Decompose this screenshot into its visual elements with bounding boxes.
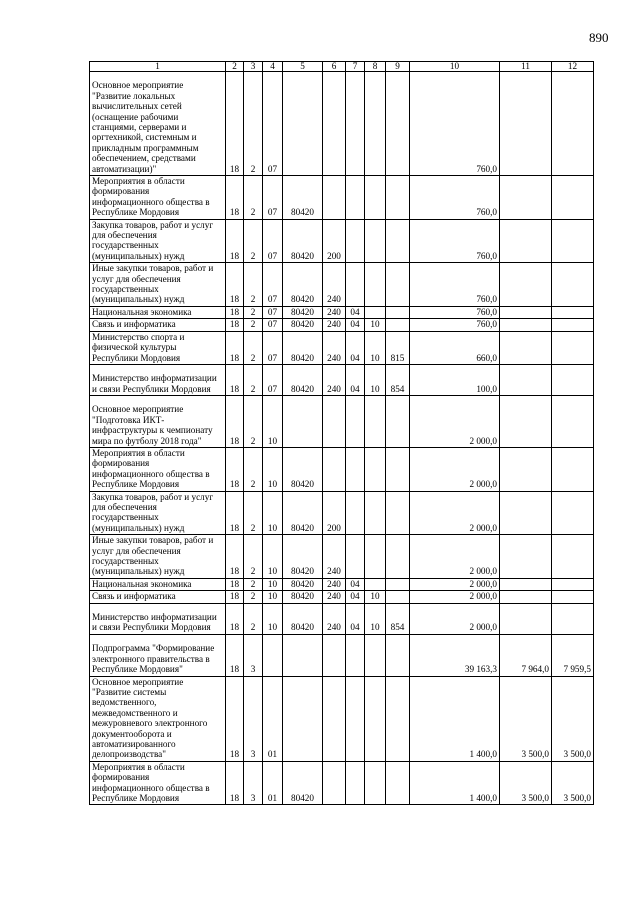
cell-c3: 2 (244, 491, 263, 535)
cell-c6 (323, 634, 346, 676)
cell-c7 (346, 263, 365, 307)
cell-c9: 815 (386, 331, 410, 364)
cell-c12 (552, 176, 594, 220)
cell-c3: 3 (244, 761, 263, 805)
cell-c7 (346, 219, 365, 263)
cell-c2: 18 (226, 676, 244, 761)
cell-c10: 2 000,0 (410, 447, 500, 491)
cell-c9 (386, 395, 410, 447)
table-row (90, 306, 594, 318)
cell-c8 (365, 491, 386, 535)
cell-c7 (346, 761, 365, 805)
cell-c4: 07 (263, 219, 283, 263)
table-row (90, 535, 594, 579)
column-number: 7 (346, 62, 365, 72)
cell-c2: 18 (226, 591, 244, 603)
row-name: Министерство информатизации и связи Республики Мордовия (90, 364, 226, 395)
cell-c11 (500, 535, 552, 579)
cell-c8: 10 (365, 603, 386, 634)
cell-c7 (346, 395, 365, 447)
cell-c7: 04 (346, 591, 365, 603)
cell-c8 (365, 395, 386, 447)
cell-c12: 3 500,0 (552, 761, 594, 805)
cell-c8 (365, 761, 386, 805)
cell-c6: 240 (323, 306, 346, 318)
cell-c3: 2 (244, 176, 263, 220)
cell-c6: 240 (323, 364, 346, 395)
cell-c5: 80420 (283, 535, 323, 579)
cell-c9 (386, 676, 410, 761)
cell-c6 (323, 176, 346, 220)
cell-c8: 10 (365, 319, 386, 331)
table-row (90, 176, 594, 220)
cell-c5: 80420 (283, 219, 323, 263)
table-row (90, 591, 594, 603)
cell-c10: 1 400,0 (410, 676, 500, 761)
cell-c12 (552, 591, 594, 603)
cell-c10: 760,0 (410, 319, 500, 331)
cell-c7 (346, 676, 365, 761)
cell-c5: 80420 (283, 447, 323, 491)
cell-c9 (386, 319, 410, 331)
cell-c3: 3 (244, 676, 263, 761)
cell-c12 (552, 331, 594, 364)
cell-c12: 7 959,5 (552, 634, 594, 676)
cell-c2: 18 (226, 319, 244, 331)
cell-c9 (386, 535, 410, 579)
cell-c7 (346, 447, 365, 491)
cell-c12 (552, 306, 594, 318)
cell-c3: 3 (244, 634, 263, 676)
cell-c7: 04 (346, 603, 365, 634)
cell-c3: 2 (244, 72, 263, 176)
cell-c4: 07 (263, 176, 283, 220)
cell-c3: 2 (244, 578, 263, 590)
column-number: 11 (500, 62, 552, 72)
cell-c6: 240 (323, 319, 346, 331)
cell-c10: 2 000,0 (410, 603, 500, 634)
cell-c6 (323, 72, 346, 176)
cell-c5 (283, 395, 323, 447)
cell-c2: 18 (226, 634, 244, 676)
cell-c12 (552, 319, 594, 331)
cell-c11 (500, 447, 552, 491)
cell-c5: 80420 (283, 491, 323, 535)
cell-c6 (323, 395, 346, 447)
cell-c5: 80420 (283, 591, 323, 603)
cell-c2: 18 (226, 176, 244, 220)
cell-c10: 2 000,0 (410, 395, 500, 447)
budget-table (89, 61, 594, 805)
cell-c5: 80420 (283, 331, 323, 364)
cell-c2: 18 (226, 331, 244, 364)
cell-c11 (500, 72, 552, 176)
cell-c7 (346, 176, 365, 220)
cell-c3: 2 (244, 263, 263, 307)
cell-c12 (552, 72, 594, 176)
cell-c9 (386, 578, 410, 590)
cell-c11: 3 500,0 (500, 676, 552, 761)
cell-c6 (323, 447, 346, 491)
cell-c4: 10 (263, 535, 283, 579)
cell-c5: 80420 (283, 578, 323, 590)
cell-c12: 3 500,0 (552, 676, 594, 761)
cell-c5: 80420 (283, 306, 323, 318)
cell-c3: 2 (244, 603, 263, 634)
cell-c9 (386, 591, 410, 603)
cell-c10: 2 000,0 (410, 491, 500, 535)
cell-c6: 240 (323, 578, 346, 590)
cell-c7 (346, 72, 365, 176)
row-name: Национальная экономика (90, 578, 226, 590)
cell-c2: 18 (226, 72, 244, 176)
cell-c7: 04 (346, 364, 365, 395)
cell-c10: 760,0 (410, 219, 500, 263)
cell-c8 (365, 263, 386, 307)
cell-c6 (323, 676, 346, 761)
cell-c9 (386, 306, 410, 318)
cell-c8 (365, 447, 386, 491)
cell-c10: 2 000,0 (410, 578, 500, 590)
row-name: Связь и информатика (90, 591, 226, 603)
column-number: 2 (226, 62, 244, 72)
row-name: Связь и информатика (90, 319, 226, 331)
cell-c5: 80420 (283, 761, 323, 805)
cell-c3: 2 (244, 306, 263, 318)
row-name: Министерство спорта и физической культуры Республики Мордовия (90, 331, 226, 364)
cell-c9 (386, 447, 410, 491)
cell-c9: 854 (386, 603, 410, 634)
cell-c11 (500, 578, 552, 590)
cell-c5 (283, 634, 323, 676)
cell-c6: 240 (323, 331, 346, 364)
cell-c7: 04 (346, 319, 365, 331)
cell-c2: 18 (226, 306, 244, 318)
cell-c7: 04 (346, 331, 365, 364)
row-name: Подпрограмма "Формирование электронного правительства в Республике Мордовия" (90, 634, 226, 676)
cell-c5 (283, 72, 323, 176)
page-number: 890 (589, 30, 609, 45)
cell-c10: 1 400,0 (410, 761, 500, 805)
cell-c4: 07 (263, 331, 283, 364)
cell-c3: 2 (244, 447, 263, 491)
cell-c8 (365, 535, 386, 579)
cell-c9 (386, 761, 410, 805)
cell-c8 (365, 72, 386, 176)
row-name: Мероприятия в области формирования информационного общества в Республике Мордовия (90, 447, 226, 491)
cell-c12 (552, 603, 594, 634)
table-row (90, 219, 594, 263)
cell-c10: 760,0 (410, 263, 500, 307)
cell-c4: 10 (263, 578, 283, 590)
cell-c7 (346, 491, 365, 535)
column-number: 12 (552, 62, 594, 72)
row-name: Закупка товаров, работ и услуг для обеспечения государственных (муниципальных) нужд (90, 491, 226, 535)
cell-c11 (500, 331, 552, 364)
row-name: Министерство информатизации и связи Республики Мордовия (90, 603, 226, 634)
cell-c12 (552, 263, 594, 307)
cell-c11 (500, 176, 552, 220)
column-number: 4 (263, 62, 283, 72)
cell-c2: 18 (226, 535, 244, 579)
column-number: 8 (365, 62, 386, 72)
cell-c12 (552, 395, 594, 447)
cell-c4: 10 (263, 491, 283, 535)
cell-c10: 2 000,0 (410, 535, 500, 579)
cell-c6: 240 (323, 263, 346, 307)
row-name: Мероприятия в области формирования информационного общества в Республике Мордовия (90, 176, 226, 220)
column-number: 9 (386, 62, 410, 72)
cell-c6: 240 (323, 603, 346, 634)
table-row (90, 395, 594, 447)
cell-c8: 10 (365, 331, 386, 364)
column-number: 3 (244, 62, 263, 72)
cell-c10: 760,0 (410, 306, 500, 318)
row-name: Мероприятия в области формирования информационного общества в Республике Мордовия (90, 761, 226, 805)
cell-c6: 200 (323, 219, 346, 263)
cell-c9 (386, 176, 410, 220)
cell-c8 (365, 306, 386, 318)
row-name: Иные закупки товаров, работ и услуг для обеспечения государственных (муниципальных) нужд (90, 535, 226, 579)
cell-c11 (500, 263, 552, 307)
cell-c11 (500, 219, 552, 263)
cell-c4: 01 (263, 676, 283, 761)
cell-c2: 18 (226, 395, 244, 447)
cell-c2: 18 (226, 219, 244, 263)
cell-c4: 07 (263, 72, 283, 176)
cell-c3: 2 (244, 535, 263, 579)
table-row (90, 634, 594, 676)
table-row (90, 761, 594, 805)
cell-c4: 10 (263, 395, 283, 447)
row-name: Национальная экономика (90, 306, 226, 318)
cell-c8 (365, 676, 386, 761)
cell-c10: 100,0 (410, 364, 500, 395)
cell-c6 (323, 761, 346, 805)
cell-c7: 04 (346, 306, 365, 318)
cell-c11 (500, 306, 552, 318)
table-row (90, 603, 594, 634)
cell-c6: 240 (323, 535, 346, 579)
cell-c4: 01 (263, 761, 283, 805)
cell-c7 (346, 634, 365, 676)
cell-c5: 80420 (283, 319, 323, 331)
cell-c2: 18 (226, 447, 244, 491)
cell-c11 (500, 603, 552, 634)
cell-c11 (500, 364, 552, 395)
table-header-row (90, 62, 594, 72)
cell-c10: 660,0 (410, 331, 500, 364)
cell-c12 (552, 364, 594, 395)
cell-c7 (346, 535, 365, 579)
cell-c8: 10 (365, 591, 386, 603)
column-number: 6 (323, 62, 346, 72)
cell-c12 (552, 535, 594, 579)
cell-c3: 2 (244, 219, 263, 263)
cell-c9 (386, 219, 410, 263)
row-name: Основное мероприятие "Развитие системы ведомственного, межведомственного и межуровневого электронного документооборота и автоматизированного делопроизводства" (90, 676, 226, 761)
cell-c10: 760,0 (410, 72, 500, 176)
cell-c9: 854 (386, 364, 410, 395)
cell-c2: 18 (226, 364, 244, 395)
cell-c10: 2 000,0 (410, 591, 500, 603)
cell-c2: 18 (226, 578, 244, 590)
cell-c2: 18 (226, 603, 244, 634)
cell-c12 (552, 447, 594, 491)
cell-c5 (283, 676, 323, 761)
cell-c3: 2 (244, 591, 263, 603)
table-row (90, 364, 594, 395)
table-row (90, 72, 594, 176)
cell-c12 (552, 491, 594, 535)
table-row (90, 491, 594, 535)
cell-c4: 07 (263, 364, 283, 395)
row-name: Закупка товаров, работ и услуг для обеспечения государственных (муниципальных) нужд (90, 219, 226, 263)
table-row (90, 578, 594, 590)
row-name: Основное мероприятие "Подготовка ИКТ-инфраструктуры к чемпионату мира по футболу 2018 года" (90, 395, 226, 447)
column-number: 10 (410, 62, 500, 72)
cell-c6: 240 (323, 591, 346, 603)
cell-c6: 200 (323, 491, 346, 535)
column-number: 5 (283, 62, 323, 72)
cell-c10: 39 163,3 (410, 634, 500, 676)
cell-c2: 18 (226, 761, 244, 805)
cell-c4: 07 (263, 263, 283, 307)
cell-c5: 80420 (283, 364, 323, 395)
cell-c5: 80420 (283, 603, 323, 634)
row-name: Основное мероприятие "Развитие локальных вычислительных сетей (оснащение рабочими станциями, серверами и оргтехникой, системным и прикладным программным обеспечением, средствами автоматизации)" (90, 72, 226, 176)
cell-c8 (365, 219, 386, 263)
cell-c3: 2 (244, 364, 263, 395)
cell-c4: 10 (263, 591, 283, 603)
cell-c10: 760,0 (410, 176, 500, 220)
cell-c11 (500, 491, 552, 535)
cell-c9 (386, 491, 410, 535)
cell-c2: 18 (226, 491, 244, 535)
table-row (90, 319, 594, 331)
cell-c5: 80420 (283, 176, 323, 220)
cell-c3: 2 (244, 319, 263, 331)
cell-c4: 10 (263, 603, 283, 634)
cell-c9 (386, 72, 410, 176)
table-row (90, 447, 594, 491)
cell-c8 (365, 176, 386, 220)
cell-c11: 3 500,0 (500, 761, 552, 805)
column-number: 1 (90, 62, 226, 72)
cell-c3: 2 (244, 395, 263, 447)
table-row (90, 263, 594, 307)
cell-c8 (365, 578, 386, 590)
cell-c7: 04 (346, 578, 365, 590)
cell-c4: 10 (263, 447, 283, 491)
cell-c12 (552, 219, 594, 263)
cell-c8 (365, 634, 386, 676)
cell-c2: 18 (226, 263, 244, 307)
cell-c3: 2 (244, 331, 263, 364)
cell-c11 (500, 395, 552, 447)
cell-c11 (500, 319, 552, 331)
cell-c11: 7 964,0 (500, 634, 552, 676)
cell-c8: 10 (365, 364, 386, 395)
row-name: Иные закупки товаров, работ и услуг для обеспечения государственных (муниципальных) нужд (90, 263, 226, 307)
cell-c4: 07 (263, 306, 283, 318)
cell-c4 (263, 634, 283, 676)
cell-c4: 07 (263, 319, 283, 331)
cell-c5: 80420 (283, 263, 323, 307)
cell-c9 (386, 634, 410, 676)
cell-c9 (386, 263, 410, 307)
table-row (90, 676, 594, 761)
table-row (90, 331, 594, 364)
cell-c11 (500, 591, 552, 603)
cell-c12 (552, 578, 594, 590)
